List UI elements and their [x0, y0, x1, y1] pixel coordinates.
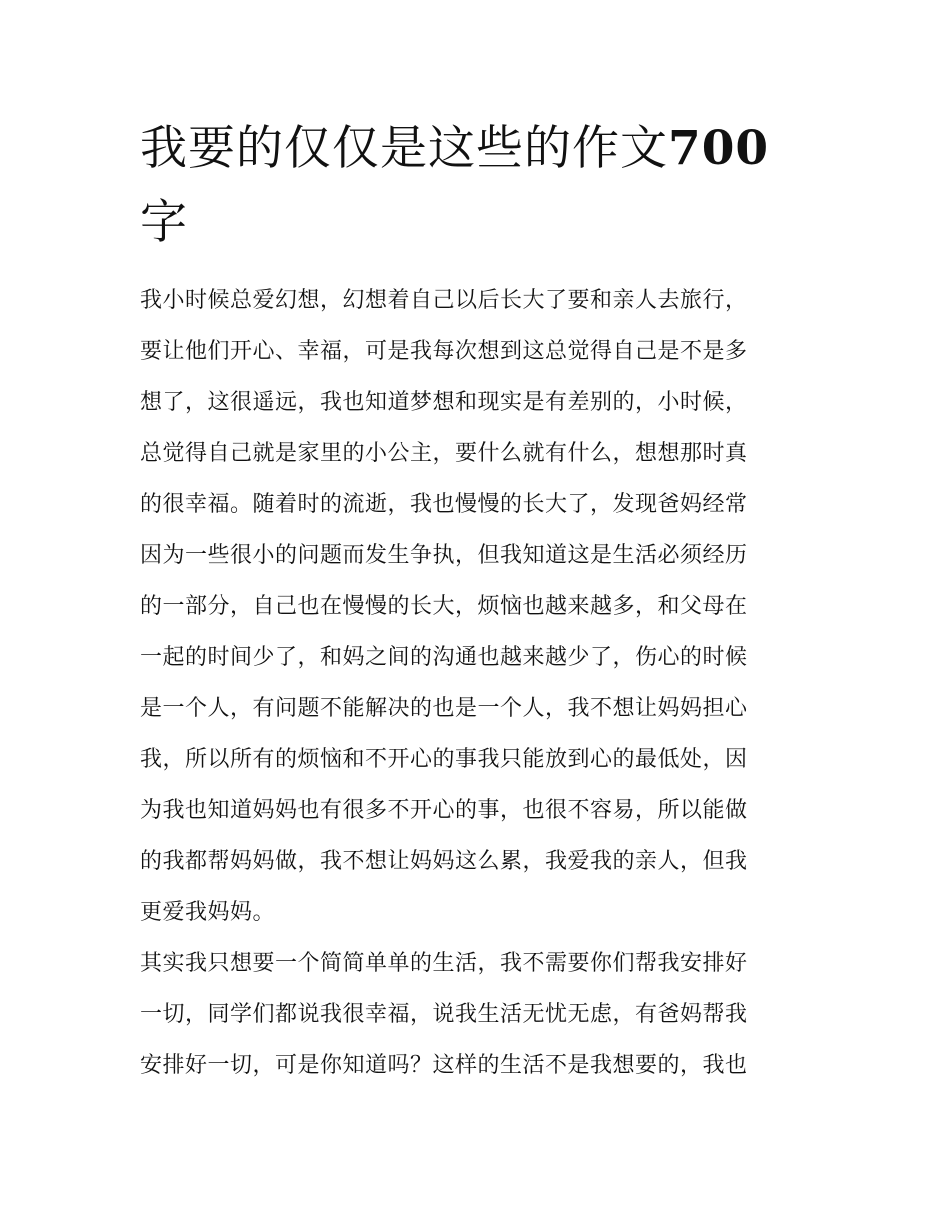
body-line: 的很幸福。随着时的流逝，我也慢慢的长大了，发现爸妈经常 — [140, 492, 748, 517]
body-line: 要让他们开心、幸福，可是我每次想到这总觉得自己是不是多 — [140, 339, 748, 364]
body-line: 因为一些很小的问题而发生争执，但我知道这是生活必须经历 — [140, 543, 748, 568]
body-line: 的一部分，自己也在慢慢的长大，烦恼也越来越多，和父母在 — [140, 594, 748, 619]
body-line: 是一个人，有问题不能解决的也是一个人，我不想让妈妈担心 — [140, 696, 748, 721]
body-line: 我，所以所有的烦恼和不开心的事我只能放到心的最低处，因 — [140, 747, 748, 772]
body-line: 的我都帮妈妈做，我不想让妈妈这么累，我爱我的亲人，但我 — [140, 849, 748, 874]
title-text: 我要的仅仅是这些的作文 — [140, 121, 668, 176]
body-line: 一切，同学们都说我很幸福，说我生活无忧无虑，有爸妈帮我 — [140, 1002, 748, 1027]
document-body — [140, 279, 812, 1095]
body-line: 安排好一切，可是你知道吗？这样的生活不是我想要的，我也 — [140, 1053, 748, 1078]
body-line: 我小时候总爱幻想，幻想着自己以后长大了要和亲人去旅行， — [140, 288, 748, 313]
body-line: 想了，这很遥远，我也知道梦想和现实是有差别的，小时候， — [140, 390, 748, 415]
title-number: 700 — [668, 121, 770, 176]
title-suffix: 字 — [140, 195, 188, 250]
document-title — [140, 112, 820, 260]
body-line: 为我也知道妈妈也有很多不开心的事，也很不容易，所以能做 — [140, 798, 748, 823]
body-line: 其实我只想要一个简简单单的生活，我不需要你们帮我安排好 — [140, 951, 748, 976]
body-line: 总觉得自己就是家里的小公主，要什么就有什么，想想那时真 — [140, 441, 748, 466]
body-line: 一起的时间少了，和妈之间的沟通也越来越少了，伤心的时候 — [140, 645, 748, 670]
body-line: 更爱我妈妈。 — [140, 900, 276, 925]
